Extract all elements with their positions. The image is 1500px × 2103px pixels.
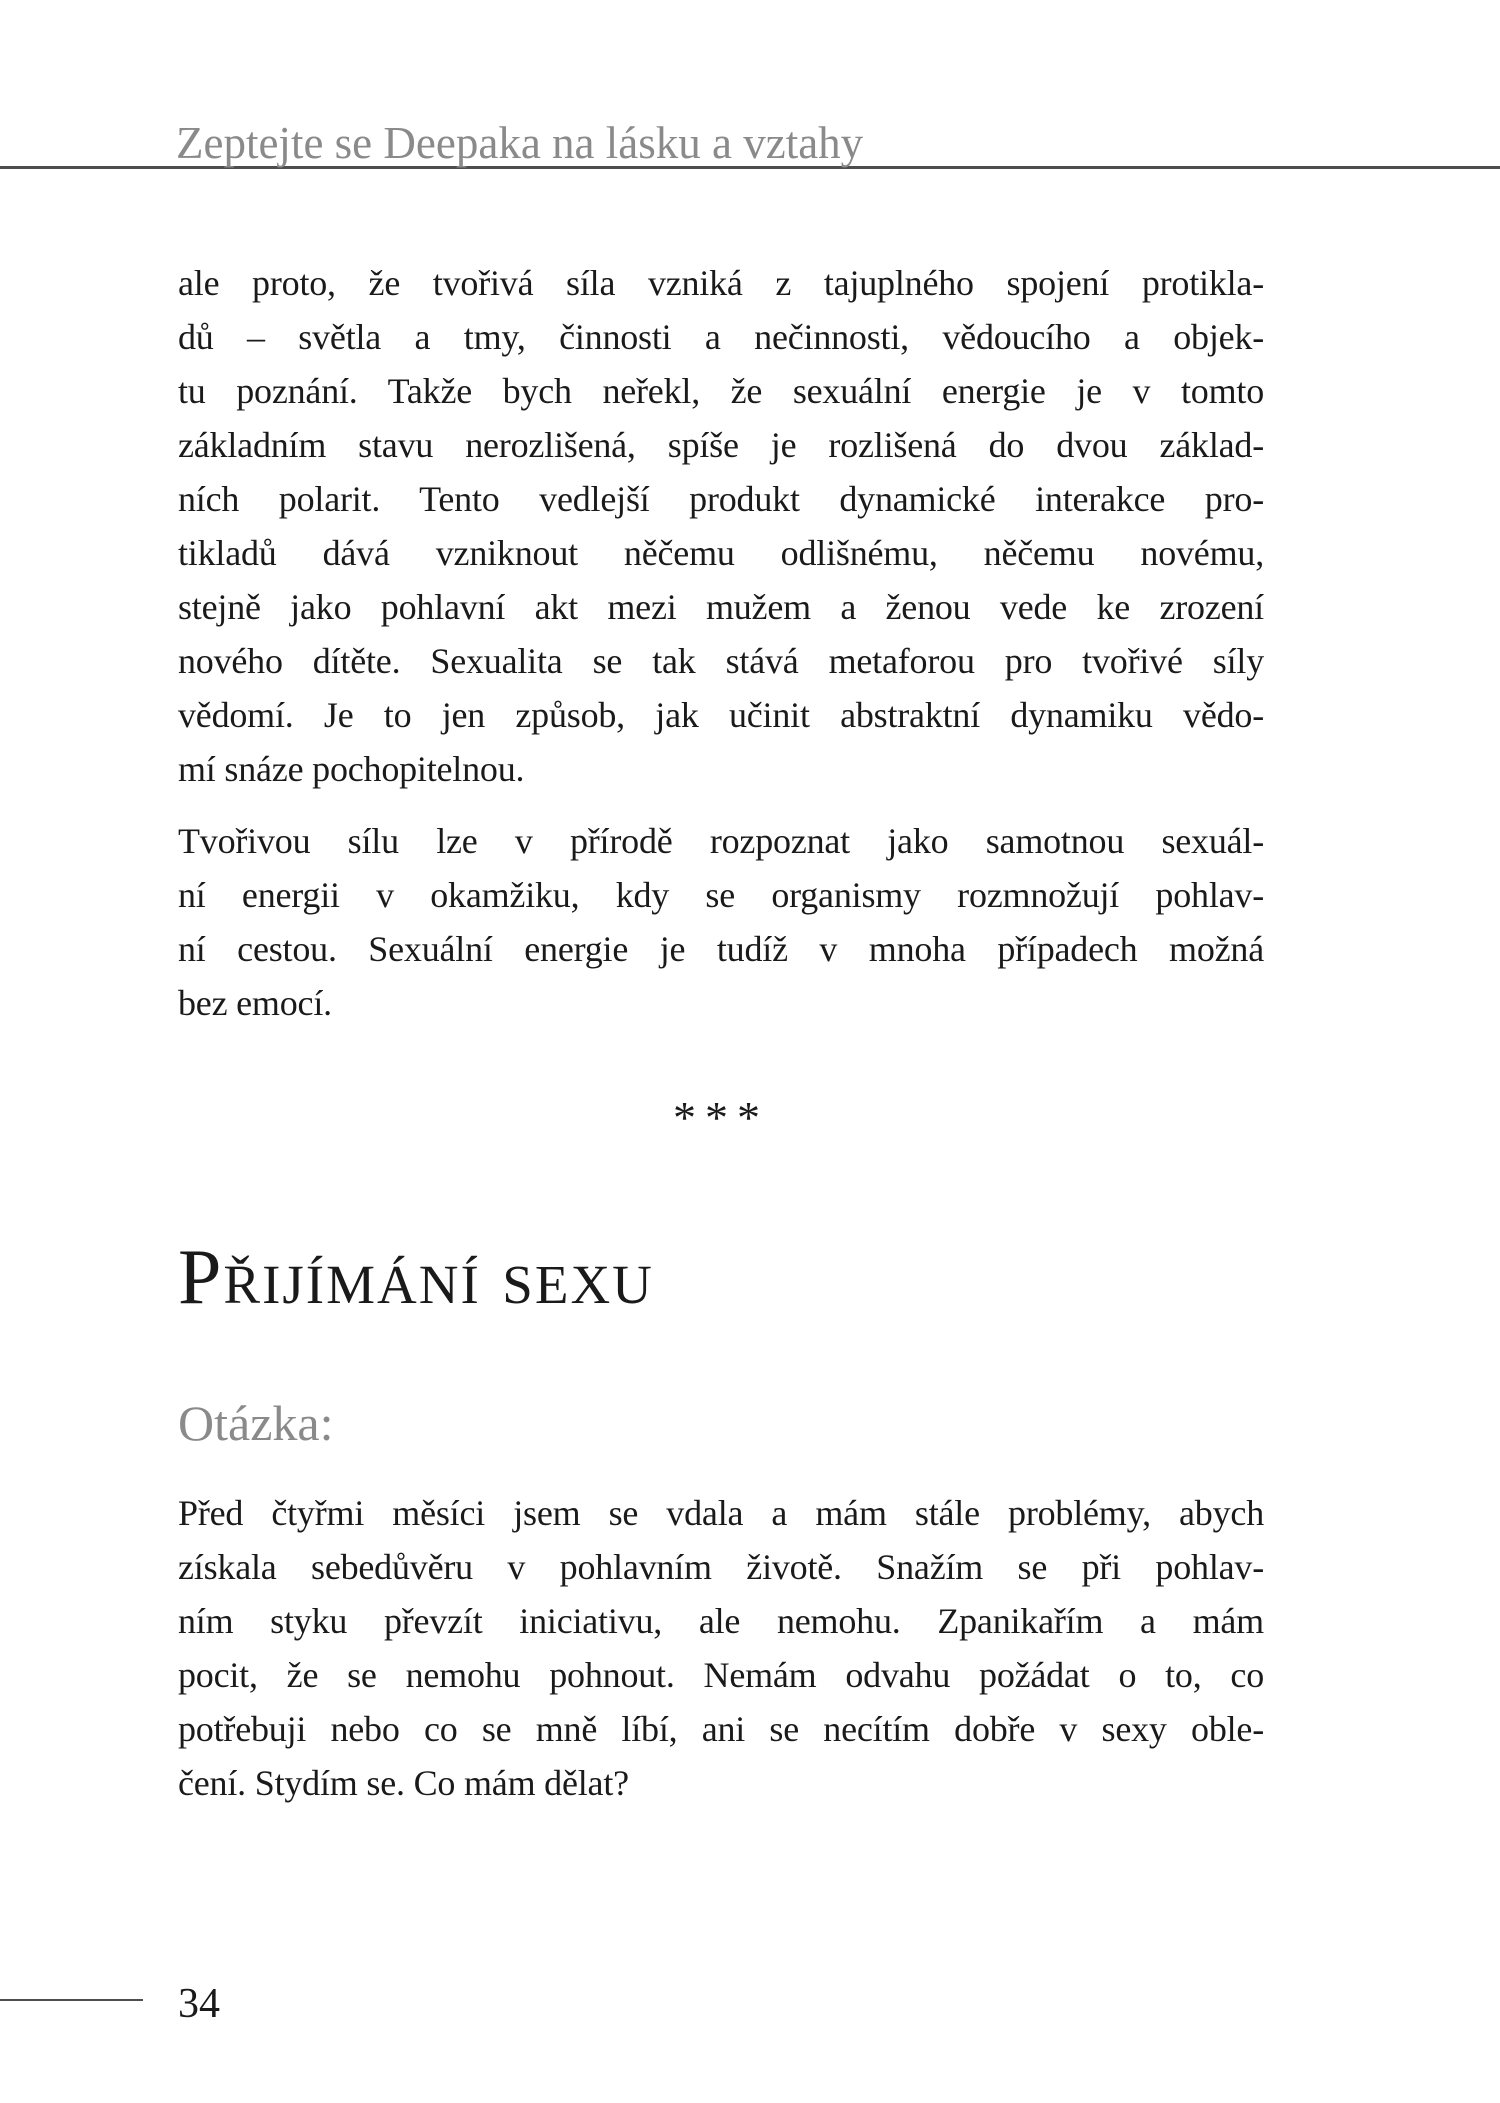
text-line: ní cestou. Sexuální energie je tudíž v mnoha případech možná: [178, 929, 1264, 969]
text-line: ní energii v okamžiku, kdy se organismy rozmnožují pohlav-: [178, 875, 1264, 915]
text-line: tu poznání. Takže bych neřekl, že sexuální energie je v tomto: [178, 371, 1264, 411]
question-label: Otázka:: [178, 1395, 334, 1451]
body-paragraph-2: [178, 814, 1264, 1030]
body-paragraph-1: [178, 256, 1264, 796]
text-line: tikladů dává vzniknout něčemu odlišnému, něčemu novému,: [178, 533, 1264, 573]
text-line: Před čtyřmi měsíci jsem se vdala a mám stále problémy, abych: [178, 1493, 1264, 1533]
text-line: potřebuji nebo co se mně líbí, ani se necítím dobře v sexy oble-: [178, 1709, 1264, 1749]
text-line: stejně jako pohlavní akt mezi mužem a ženou vede ke zrození: [178, 587, 1264, 627]
question-paragraph: [178, 1486, 1264, 1810]
running-header: Zeptejte se Deepaka na lásku a vztahy: [176, 118, 864, 168]
text-line: ních polarit. Tento vedlejší produkt dynamické interakce pro-: [178, 479, 1264, 519]
footer-rule: [0, 1999, 143, 2001]
text-line: bez emocí.: [178, 983, 332, 1023]
text-line: získala sebedůvěru v pohlavním životě. Snažím se při pohlav-: [178, 1547, 1264, 1587]
text-line: dů – světla a tmy, činnosti a nečinnosti, vědoucího a objek-: [178, 317, 1264, 357]
text-line: nového dítěte. Sexualita se tak stává metaforou pro tvořivé síly: [178, 641, 1264, 681]
page-number: 34: [178, 1981, 220, 2027]
text-line: vědomí. Je to jen způsob, jak učinit abstraktní dynamiku vědo-: [178, 695, 1264, 735]
text-line: ale proto, že tvořivá síla vzniká z tajuplného spojení protikla-: [178, 263, 1264, 303]
section-separator-stars: ***: [673, 1092, 769, 1143]
text-line: čení. Stydím se. Co mám dělat?: [178, 1763, 629, 1803]
text-line: Tvořivou sílu lze v přírodě rozpoznat jako samotnou sexuál-: [178, 821, 1264, 861]
section-heading: Přijímání sexu: [178, 1233, 654, 1320]
text-line: mí snáze pochopitelnou.: [178, 749, 525, 789]
text-line: ním styku převzít iniciativu, ale nemohu. Zpanikařím a mám: [178, 1601, 1264, 1641]
text-line: pocit, že se nemohu pohnout. Nemám odvahu požádat o to, co: [178, 1655, 1264, 1695]
text-line: základním stavu nerozlišená, spíše je rozlišená do dvou základ-: [178, 425, 1264, 465]
